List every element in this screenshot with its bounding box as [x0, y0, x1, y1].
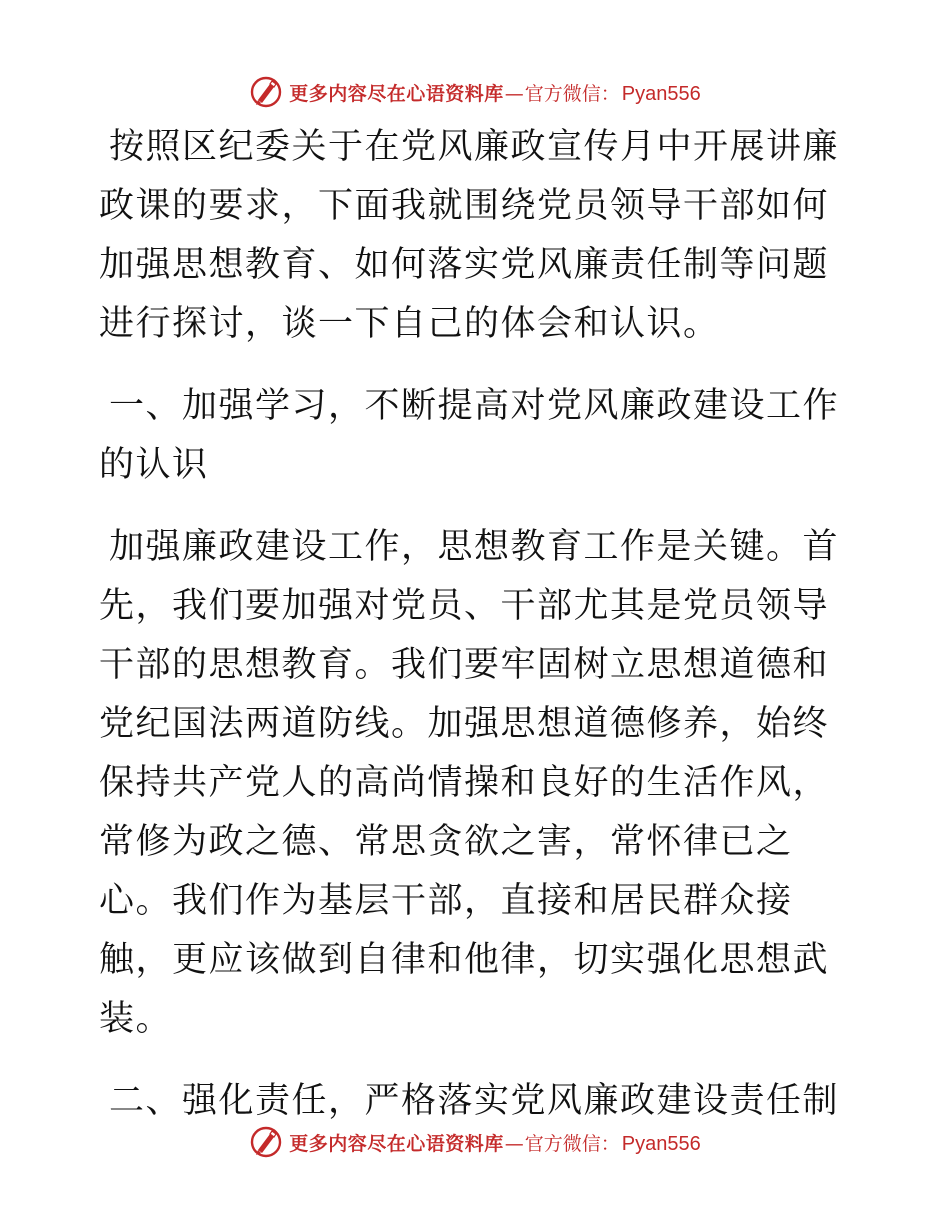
pen-logo-icon [249, 1125, 283, 1159]
footer-banner [0, 1122, 950, 1162]
header-banner [0, 72, 950, 112]
banner-wechat-label: 官方微信： [524, 1132, 620, 1155]
banner-wechat-label: 官方微信： [524, 82, 620, 105]
section-heading-1: 一、加强学习，不断提高对党风廉政建设工作的认识 [99, 386, 840, 485]
pen-logo-icon [249, 75, 283, 109]
document-body [99, 118, 851, 1131]
spacer [99, 495, 851, 518]
banner-separator: — [504, 1132, 524, 1155]
banner-wechat-id: Pyan556 [621, 82, 701, 105]
section-heading-2: 二、强化责任，严格落实党风廉政建设责任制 [109, 1081, 840, 1121]
spacer [99, 354, 851, 377]
banner-separator: — [504, 82, 524, 105]
banner-site-name: 更多内容尽在心语资料库 [289, 1132, 504, 1155]
intro-paragraph: 按照区纪委关于在党风廉政宣传月中开展讲廉政课的要求，下面我就围绕党员领导干部如何加强思想教育、如何落实党风廉责任制等问题进行探讨，谈一下自己的体会和认识。 [99, 127, 840, 344]
banner-site-name: 更多内容尽在心语资料库 [289, 82, 504, 105]
spacer [99, 1049, 851, 1072]
section-1-paragraph: 加强廉政建设工作，思想教育工作是关键。首先，我们要加强对党员、干部尤其是党员领导干部的思想教育。我们要牢固树立思想道德和党纪国法两道防线。加强思想道德修养，始终保持共产党人的高尚情操和良好的生活作风，常修为政之德、常思贪欲之害，常怀律已之心。我们作为基层干部，直接和居民群众接触，更应该做到自律和他律，切实强化思想武装。 [99, 527, 840, 1039]
banner-wechat-id: Pyan556 [621, 1132, 701, 1155]
